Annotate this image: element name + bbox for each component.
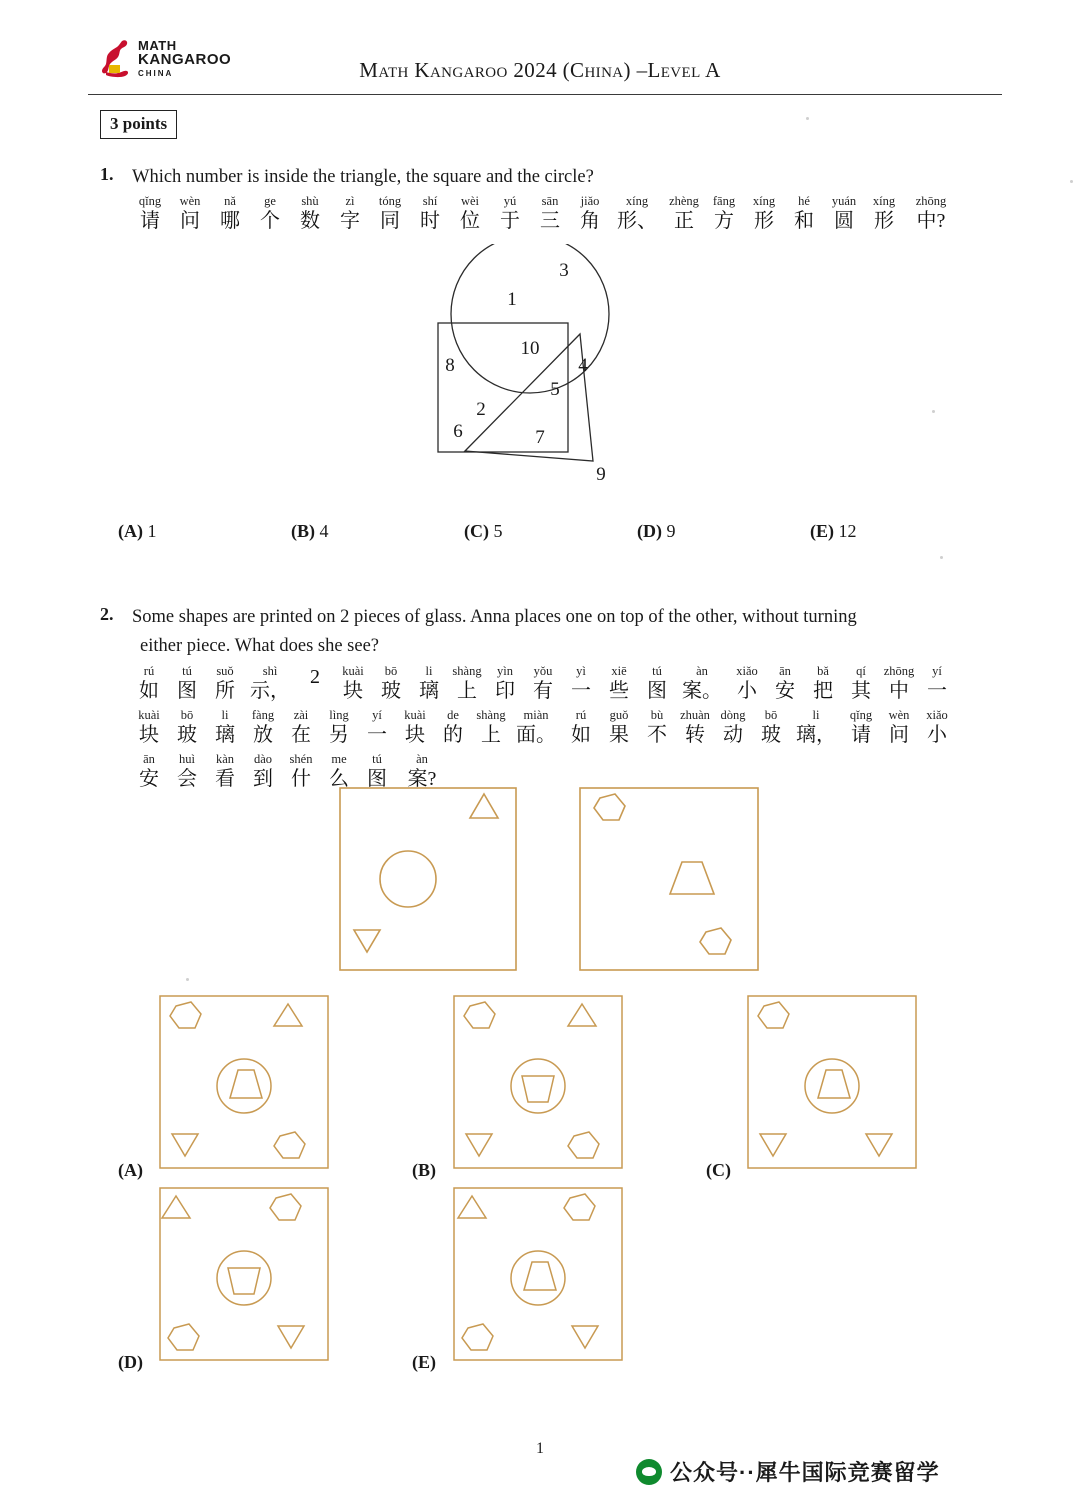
pinyin: xiǎo bbox=[926, 708, 948, 722]
pinyin: àn bbox=[696, 664, 708, 678]
option-e-figure[interactable] bbox=[452, 1186, 624, 1362]
hanzi: 么 bbox=[329, 768, 349, 790]
problem-2-text-line2: either piece. What does she see? bbox=[140, 636, 380, 656]
pinyin: xíng bbox=[872, 194, 896, 208]
svg-text:4: 4 bbox=[578, 355, 588, 376]
hanzi: 面。 bbox=[516, 724, 556, 746]
chinese-character bbox=[880, 708, 918, 748]
hanzi: 哪 bbox=[220, 210, 240, 232]
problem-1-text: Which number is inside the triangle, the square and the circle? bbox=[132, 167, 594, 187]
chinese-character bbox=[448, 664, 486, 704]
brand-footer bbox=[636, 1456, 940, 1487]
pinyin: zài bbox=[293, 708, 309, 722]
pinyin: tú bbox=[182, 664, 192, 678]
problem-2-choice-c[interactable] bbox=[706, 1160, 731, 1181]
pinyin: bō bbox=[180, 708, 194, 722]
pinyin: wèn bbox=[179, 194, 201, 208]
choice-label: (D) bbox=[118, 1352, 143, 1372]
chinese-character bbox=[610, 194, 664, 234]
chinese-character bbox=[168, 752, 206, 792]
chinese-character bbox=[524, 664, 562, 704]
hanzi: 中 bbox=[889, 680, 909, 702]
chinese-character bbox=[210, 194, 250, 234]
pinyin: àn bbox=[416, 752, 428, 766]
pinyin: fàng bbox=[251, 708, 275, 722]
header-divider bbox=[88, 94, 1002, 95]
hanzi: 图 bbox=[647, 680, 667, 702]
pinyin: yìn bbox=[497, 664, 513, 678]
hanzi: 一 bbox=[927, 680, 947, 702]
choice-label: (E) bbox=[810, 521, 834, 541]
problem-1-figure bbox=[400, 244, 700, 506]
svg-text:5: 5 bbox=[550, 379, 560, 400]
chinese-character bbox=[766, 664, 804, 704]
chinese-character bbox=[170, 194, 210, 234]
chinese-character bbox=[358, 708, 396, 748]
chinese-character bbox=[904, 194, 958, 234]
svg-text:2: 2 bbox=[476, 399, 486, 420]
choice-label: (B) bbox=[291, 521, 315, 541]
hanzi: 看 bbox=[215, 768, 235, 790]
choice-label: (D) bbox=[637, 521, 662, 541]
svg-text:3: 3 bbox=[559, 260, 569, 281]
choice-value: 1 bbox=[147, 521, 157, 541]
hanzi: 请 bbox=[851, 724, 871, 746]
pinyin: yǒu bbox=[533, 664, 553, 678]
pinyin: shén bbox=[289, 752, 313, 766]
chinese-line bbox=[130, 664, 956, 708]
pinyin: huì bbox=[179, 752, 195, 766]
hanzi: 不 bbox=[647, 724, 667, 746]
svg-text:8: 8 bbox=[445, 355, 455, 376]
pinyin: jiǎo bbox=[580, 194, 600, 208]
chinese-character bbox=[790, 708, 842, 748]
chinese-character bbox=[282, 708, 320, 748]
chinese-character bbox=[676, 664, 728, 704]
chinese-character bbox=[562, 708, 600, 748]
pinyin: rú bbox=[575, 708, 587, 722]
pinyin: qǐng bbox=[138, 194, 162, 208]
problem-2-chinese bbox=[130, 664, 956, 796]
chinese-character bbox=[130, 194, 170, 234]
hanzi: 的 bbox=[443, 724, 463, 746]
chinese-character bbox=[130, 752, 168, 792]
hanzi: 如 bbox=[571, 724, 591, 746]
chinese-character bbox=[638, 708, 676, 748]
hanzi: 动 bbox=[723, 724, 743, 746]
brand-text: 公众号··犀牛国际竞赛留学 bbox=[670, 1460, 940, 1485]
chinese-character bbox=[600, 708, 638, 748]
hanzi: 示， bbox=[250, 680, 290, 702]
hanzi: 案? bbox=[407, 768, 437, 790]
pinyin: bō bbox=[764, 708, 778, 722]
pinyin: nǎ bbox=[224, 194, 236, 208]
svg-text:7: 7 bbox=[535, 427, 545, 448]
pinyin: ān bbox=[143, 752, 155, 766]
problem-2-choice-b[interactable] bbox=[412, 1160, 436, 1181]
hanzi: 圆 bbox=[834, 210, 854, 232]
pinyin: shàng bbox=[476, 708, 506, 722]
wechat-icon bbox=[636, 1459, 662, 1485]
hanzi: 在 bbox=[291, 724, 311, 746]
chinese-character bbox=[744, 194, 784, 234]
glass-piece-2 bbox=[578, 786, 760, 972]
chinese-character bbox=[600, 664, 638, 704]
chinese-character bbox=[864, 194, 904, 234]
problem-2-choice-d[interactable] bbox=[118, 1352, 143, 1373]
pinyin: tú bbox=[652, 664, 662, 678]
pinyin: shù bbox=[301, 194, 319, 208]
chinese-character bbox=[372, 664, 410, 704]
hanzi: 时 bbox=[420, 210, 440, 232]
pinyin: kuài bbox=[342, 664, 364, 678]
chinese-character bbox=[842, 708, 880, 748]
hanzi: 所 bbox=[215, 680, 235, 702]
choice-label: (A) bbox=[118, 521, 143, 541]
hanzi: 什 bbox=[291, 768, 311, 790]
pinyin: li bbox=[425, 664, 433, 678]
pinyin: shí bbox=[422, 194, 438, 208]
pinyin: hé bbox=[798, 194, 810, 208]
chinese-character bbox=[676, 708, 714, 748]
problem-1-choice-b[interactable] bbox=[291, 521, 329, 542]
problem-2-number: 2. bbox=[100, 604, 114, 624]
pinyin: wèi bbox=[460, 194, 480, 208]
chinese-character bbox=[880, 664, 918, 704]
chinese-character bbox=[206, 708, 244, 748]
pinyin: yí bbox=[372, 708, 382, 722]
chinese-character bbox=[728, 664, 766, 704]
choice-label: (E) bbox=[412, 1352, 436, 1372]
choice-value: 5 bbox=[493, 521, 503, 541]
glass-piece-1 bbox=[338, 786, 518, 972]
option-a-figure[interactable] bbox=[158, 994, 330, 1170]
choice-value: 4 bbox=[319, 521, 329, 541]
choice-value: 9 bbox=[666, 521, 676, 541]
pinyin: xiē bbox=[611, 664, 627, 678]
hanzi: 形、 bbox=[617, 210, 657, 232]
pinyin: qǐng bbox=[849, 708, 873, 722]
chinese-character bbox=[638, 664, 676, 704]
chinese-character bbox=[244, 708, 282, 748]
svg-text:1: 1 bbox=[507, 289, 517, 310]
problem-1-chinese bbox=[130, 194, 958, 238]
pinyin: li bbox=[812, 708, 820, 722]
chinese-character bbox=[486, 664, 524, 704]
hanzi: 方 bbox=[714, 210, 734, 232]
chinese-character bbox=[472, 708, 510, 748]
hanzi: 一 bbox=[571, 680, 591, 702]
problem-1-choice-a[interactable] bbox=[118, 521, 157, 542]
pinyin: yì bbox=[576, 664, 586, 678]
pinyin: kuài bbox=[404, 708, 426, 722]
hanzi: 另 bbox=[329, 724, 349, 746]
pinyin: bō bbox=[384, 664, 398, 678]
pinyin: ge bbox=[264, 194, 276, 208]
pinyin: zhōng bbox=[915, 194, 947, 208]
hanzi: 请 bbox=[140, 210, 160, 232]
svg-text:6: 6 bbox=[453, 421, 463, 442]
pinyin: qí bbox=[856, 664, 866, 678]
hanzi: 上 bbox=[481, 724, 501, 746]
chinese-character bbox=[918, 664, 956, 704]
hanzi: 形 bbox=[874, 210, 894, 232]
scan-speck bbox=[186, 978, 189, 981]
pinyin: lìng bbox=[329, 708, 349, 722]
svg-text:9: 9 bbox=[596, 464, 606, 485]
hanzi: 三 bbox=[540, 210, 560, 232]
chinese-character bbox=[320, 708, 358, 748]
pinyin: li bbox=[221, 708, 229, 722]
hanzi: 块 bbox=[405, 724, 425, 746]
choice-label: (B) bbox=[412, 1160, 436, 1180]
chinese-character bbox=[290, 194, 330, 234]
logo-line-1: MATH bbox=[138, 38, 177, 53]
pinyin: fāng bbox=[712, 194, 736, 208]
chinese-character bbox=[334, 664, 372, 704]
hanzi: 上 bbox=[457, 680, 477, 702]
pinyin: zhèng bbox=[669, 194, 699, 208]
pinyin: shàng bbox=[452, 664, 482, 678]
hanzi: 块 bbox=[343, 680, 363, 702]
problem-1-choice-e[interactable] bbox=[810, 521, 857, 542]
chinese-character bbox=[842, 664, 880, 704]
chinese-character bbox=[562, 664, 600, 704]
pinyin: shì bbox=[262, 664, 278, 678]
hanzi: 到 bbox=[253, 768, 273, 790]
logo-line-3: CHINA bbox=[138, 69, 174, 78]
hanzi: 问 bbox=[889, 724, 909, 746]
chinese-character bbox=[130, 708, 168, 748]
problem-1-choice-c[interactable] bbox=[464, 521, 503, 542]
chinese-character bbox=[330, 194, 370, 234]
hanzi: 转 bbox=[685, 724, 705, 746]
choice-label: (A) bbox=[118, 1160, 143, 1180]
pinyin: wèn bbox=[888, 708, 910, 722]
pinyin: de bbox=[447, 708, 459, 722]
chinese-character bbox=[490, 194, 530, 234]
pinyin: yuán bbox=[831, 194, 857, 208]
hanzi: 放 bbox=[253, 724, 273, 746]
chinese-character bbox=[824, 194, 864, 234]
chinese-character bbox=[206, 752, 244, 792]
pinyin: xíng bbox=[625, 194, 649, 208]
chinese-character bbox=[282, 752, 320, 792]
hanzi: 和 bbox=[794, 210, 814, 232]
hanzi: 小 bbox=[927, 724, 947, 746]
chinese-character bbox=[250, 194, 290, 234]
problem-1-number: 1. bbox=[100, 164, 114, 184]
pinyin: kuài bbox=[138, 708, 160, 722]
scan-speck bbox=[1070, 180, 1073, 183]
scan-speck bbox=[806, 117, 809, 120]
hanzi: 有 bbox=[533, 680, 553, 702]
hanzi: 块 bbox=[139, 724, 159, 746]
hanzi: 其 bbox=[851, 680, 871, 702]
pinyin: rú bbox=[143, 664, 155, 678]
chinese-character bbox=[918, 708, 956, 748]
chinese-character bbox=[410, 194, 450, 234]
chinese-line bbox=[130, 708, 956, 752]
pinyin: xíng bbox=[752, 194, 776, 208]
hanzi: 如 bbox=[139, 680, 159, 702]
chinese-character bbox=[244, 664, 296, 704]
pinyin: dòng bbox=[720, 708, 746, 722]
option-c-figure[interactable] bbox=[746, 994, 918, 1170]
chinese-character bbox=[704, 194, 744, 234]
hanzi: 2 bbox=[310, 666, 320, 688]
chinese-character bbox=[410, 664, 448, 704]
pinyin: guǒ bbox=[609, 708, 629, 722]
problem-2-text-line1: Some shapes are printed on 2 pieces of glass. Anna places one on top of the other, without turning bbox=[132, 607, 857, 627]
pinyin: tóng bbox=[378, 194, 402, 208]
hanzi: 一 bbox=[367, 724, 387, 746]
chinese-character bbox=[168, 664, 206, 704]
hanzi: 安 bbox=[139, 768, 159, 790]
pinyin: ān bbox=[779, 664, 791, 678]
hanzi: 璃， bbox=[796, 724, 836, 746]
chinese-line bbox=[130, 194, 958, 238]
pinyin: tú bbox=[372, 752, 382, 766]
problem-2-choice-e[interactable] bbox=[412, 1352, 436, 1373]
chinese-character bbox=[570, 194, 610, 234]
chinese-character bbox=[784, 194, 824, 234]
hanzi: 数 bbox=[300, 210, 320, 232]
chinese-character bbox=[752, 708, 790, 748]
chinese-character bbox=[510, 708, 562, 748]
pinyin: miàn bbox=[523, 708, 549, 722]
hanzi: 璃 bbox=[215, 724, 235, 746]
hanzi: 把 bbox=[813, 680, 833, 702]
hanzi: 个 bbox=[260, 210, 280, 232]
svg-text:10: 10 bbox=[520, 338, 540, 359]
hanzi: 形 bbox=[754, 210, 774, 232]
pinyin: xiǎo bbox=[736, 664, 758, 678]
logo-line-2: KANGAROO bbox=[138, 51, 232, 68]
pinyin: zhuàn bbox=[680, 708, 710, 722]
points-badge: 3 points bbox=[100, 110, 177, 139]
hanzi: 玻 bbox=[177, 724, 197, 746]
scan-speck bbox=[932, 410, 935, 413]
hanzi: 小 bbox=[737, 680, 757, 702]
chinese-character bbox=[370, 194, 410, 234]
chinese-character bbox=[664, 194, 704, 234]
pinyin: suǒ bbox=[216, 664, 234, 678]
hanzi: 玻 bbox=[761, 724, 781, 746]
hanzi: 玻 bbox=[381, 680, 401, 702]
pinyin: zhōng bbox=[883, 664, 915, 678]
hanzi: 图 bbox=[177, 680, 197, 702]
chinese-character bbox=[530, 194, 570, 234]
pinyin: yí bbox=[932, 664, 942, 678]
hanzi: 安 bbox=[775, 680, 795, 702]
pinyin: dào bbox=[253, 752, 273, 766]
pinyin: yú bbox=[503, 194, 517, 208]
hanzi: 会 bbox=[177, 768, 197, 790]
hanzi: 角 bbox=[580, 210, 600, 232]
hanzi: 位 bbox=[460, 210, 480, 232]
hanzi: 印 bbox=[495, 680, 515, 702]
chinese-character bbox=[206, 664, 244, 704]
hanzi: 问 bbox=[180, 210, 200, 232]
choice-label: (C) bbox=[464, 521, 489, 541]
chinese-character bbox=[450, 194, 490, 234]
pinyin: bǎ bbox=[817, 664, 829, 678]
hanzi: 案。 bbox=[682, 680, 722, 702]
chinese-character bbox=[244, 752, 282, 792]
option-d-figure[interactable] bbox=[158, 1186, 330, 1362]
problem-1-choice-d[interactable] bbox=[637, 521, 676, 542]
scan-speck bbox=[940, 556, 943, 559]
hanzi: 正 bbox=[674, 210, 694, 232]
hanzi: 果 bbox=[609, 724, 629, 746]
pinyin: sān bbox=[541, 194, 559, 208]
chinese-character bbox=[296, 664, 334, 690]
pinyin: kàn bbox=[215, 752, 235, 766]
hanzi: 于 bbox=[500, 210, 520, 232]
page-number: 1 bbox=[536, 1440, 544, 1457]
option-b-figure[interactable] bbox=[452, 994, 624, 1170]
pinyin: me bbox=[331, 752, 347, 766]
chinese-character bbox=[168, 708, 206, 748]
pinyin: zì bbox=[345, 194, 355, 208]
hanzi: 中? bbox=[916, 210, 946, 232]
choice-label: (C) bbox=[706, 1160, 731, 1180]
hanzi: 字 bbox=[340, 210, 360, 232]
problem-2-choice-a[interactable] bbox=[118, 1160, 143, 1181]
chinese-line bbox=[130, 752, 956, 796]
chinese-character bbox=[434, 708, 472, 748]
page-title: Math Kangaroo 2024 (China) –Level A bbox=[359, 58, 721, 82]
chinese-character bbox=[714, 708, 752, 748]
hanzi: 图 bbox=[367, 768, 387, 790]
hanzi: 同 bbox=[380, 210, 400, 232]
choice-value: 12 bbox=[838, 521, 857, 541]
hanzi: 些 bbox=[609, 680, 629, 702]
chinese-character bbox=[396, 708, 434, 748]
chinese-character bbox=[130, 664, 168, 704]
chinese-character bbox=[804, 664, 842, 704]
hanzi: 璃 bbox=[419, 680, 439, 702]
pinyin: bù bbox=[650, 708, 664, 722]
